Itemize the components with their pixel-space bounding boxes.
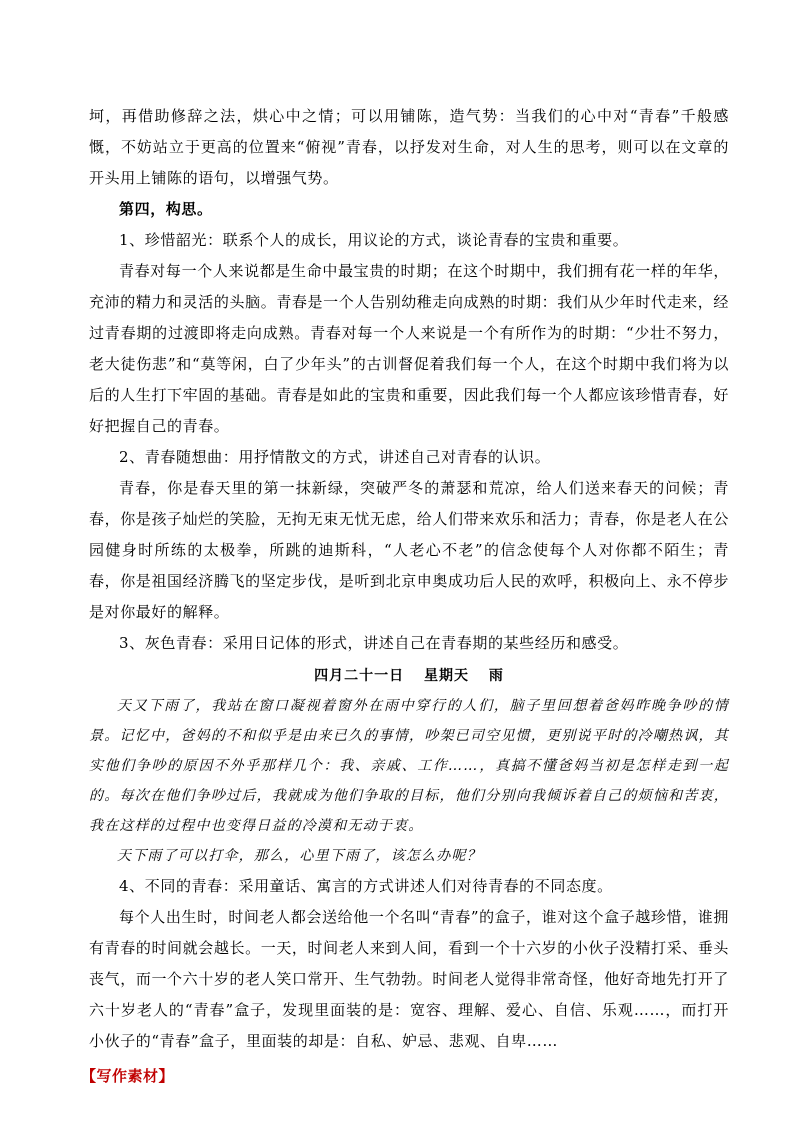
item-one-paragraph: 青春对每一个人来说都是生命中最宝贵的时期；在这个时期中，我们拥有花一样的年华，充沛的精力和灵活的头脑。青春是一个人告别幼稚走向成熟的时期：我们从少年时代走来，经过青春期的过渡即将走向成熟。青春对每一个人来说是一个有所作为的时期：“少壮不努力，老大徒伤悲”和“莫等闲，白了少年头”的古训督促着我们每一个人，在这个时期中我们将为以后的人生打下牢固的基础。青春是如此的宝贵和重要，因此我们每一个人都应该珍惜青春，好好把握自己的青春。 — [89, 262, 729, 435]
item-three-heading: 3、灰色青春：采用日记体的形式，讲述自己在青春期的某些经历和感受。 — [119, 634, 629, 652]
diary-title: 四月二十一日 星期天 雨 — [314, 668, 504, 684]
item-one-heading: 1、珍惜韶光：联系个人的成长，用议论的方式，谈论青春的宝贵和重要。 — [119, 231, 629, 249]
section-heading-four: 第四，构思。 — [119, 200, 213, 218]
item-two-heading: 2、青春随想曲：用抒情散文的方式，讲述自己对青春的认识。 — [119, 448, 551, 466]
intro-paragraph: 坷，再借助修辞之法，烘心中之情；可以用铺陈，造气势：当我们的心中对“青春”千般感慨，不妨站立于更高的位置来“俯视”青春，以抒发对生命，对人生的思考，则可以在文章的开头用上铺陈的语句，以增强气势。 — [89, 107, 729, 187]
item-four-paragraph: 每个人出生时，时间老人都会送给他一个名叫“青春”的盒子，谁对这个盒子越珍惜，谁拥有青春的时间就会越长。一天，时间老人来到人间，看到一个十六岁的小伙子没精打采、垂头丧气，而一个六十岁的老人笑口常开、生气勃勃。时间老人觉得非常奇怪，他好奇地先打开了六十岁老人的“青春”盒子，发现里面装的是：宽容、理解、爱心、自信、乐观……，而打开小伙子的“青春”盒子，里面装的却是：自私、妒忌、悲观、自卑…… — [89, 908, 729, 1050]
item-two-paragraph: 青春，你是春天里的第一抹新绿，突破严冬的萧瑟和荒凉，给人们送来春天的问候；青春，你是孩子灿烂的笑脸，无拘无束无忧无虑，给人们带来欢乐和活力；青春，你是老人在公园健身时所练的太极拳，所跳的迪斯科，“人老心不老”的信念使每个人对你都不陌生；青春，你是祖国经济腾飞的坚定步伐，是听到北京申奥成功后人民的欢呼，积极向上、永不停步是对你最好的解释。 — [89, 479, 729, 621]
diary-closing-line: 天下雨了可以打伞，那么，心里下雨了，该怎么办呢？ — [117, 848, 482, 864]
document-body — [81, 101, 729, 1091]
diary-paragraph: 天又下雨了，我站在窗口凝视着窗外在雨中穿行的人们，脑子里回想着爸妈昨晚争吵的情景。记忆中，爸妈的不和似乎是由来已久的事情，吵架已司空见惯，更别说平时的冷嘲热讽，其实他们争吵的原因不外乎那样几个：我、亲戚、工作……，真搞不懂爸妈当初是怎样走到一起的。每次在他们争吵过后，我就成为他们争取的目标，他们分别向我倾诉着自己的烦恼和苦衷，我在这样的过程中也变得日益的冷漠和无动于衷。 — [89, 698, 729, 834]
item-four-heading: 4、不同的青春：采用童话、寓言的方式讲述人们对待青春的不同态度。 — [119, 877, 613, 895]
writing-materials-label: 【写作素材】 — [81, 1067, 175, 1085]
